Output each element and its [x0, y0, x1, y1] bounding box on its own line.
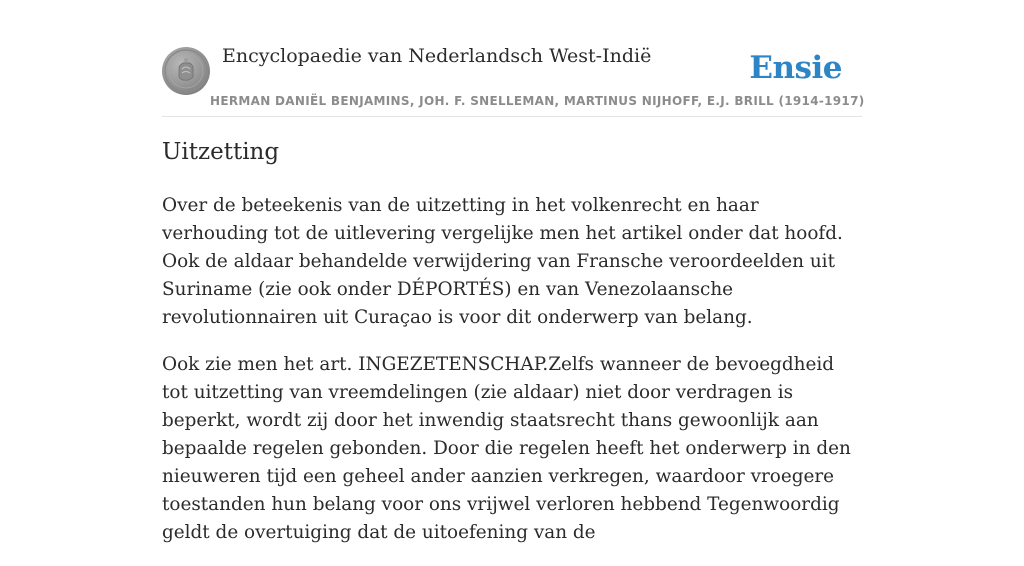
brand-logo[interactable]: Ensie — [749, 50, 842, 86]
coin-seal-icon[interactable] — [162, 47, 210, 95]
entry-title: Uitzetting — [162, 139, 280, 165]
article-paragraph: Over de beteekenis van de uitzetting in het volkenrecht en haar verhouding tot de uitlevering vergelijke men het artikel onder dat hoofd. Ook de aldaar behandelde verwijdering van Fransche veroordeelden uit Suriname (zie ook onder DÉPORTÉS) en van Venezolaansche revolutionnairen uit Curaçao is voor dit onderwerp van belang. — [162, 195, 843, 328]
article-body — [162, 192, 862, 566]
publication-title[interactable]: Encyclopaedie van Nederlandsch West-Indië — [222, 45, 652, 67]
publication-authors: HERMAN DANIËL BENJAMINS, JOH. F. SNELLEMAN, MARTINUS NIJHOFF, E.J. BRILL (1914-1917) — [210, 94, 865, 108]
publication-header — [162, 0, 865, 117]
coin-seal-graphic — [162, 47, 210, 95]
article-paragraph: Ook zie men het art. INGEZETENSCHAP.Zelfs wanneer de bevoegdheid tot uitzetting van vreemdelingen (zie aldaar) niet door verdragen is beperkt, wordt zij door het inwendig staatsrecht thans gewoonlijk aan bepaalde regelen gebonden. Door die regelen heeft het onderwerp in den nieuweren tijd een geheel ander aanzien verkregen, waardoor vroegere toestanden hun belang voor ons vrijwel verloren hebbend Tegenwoordig geldt de overtuiging dat de uitoefening van de — [162, 354, 851, 543]
